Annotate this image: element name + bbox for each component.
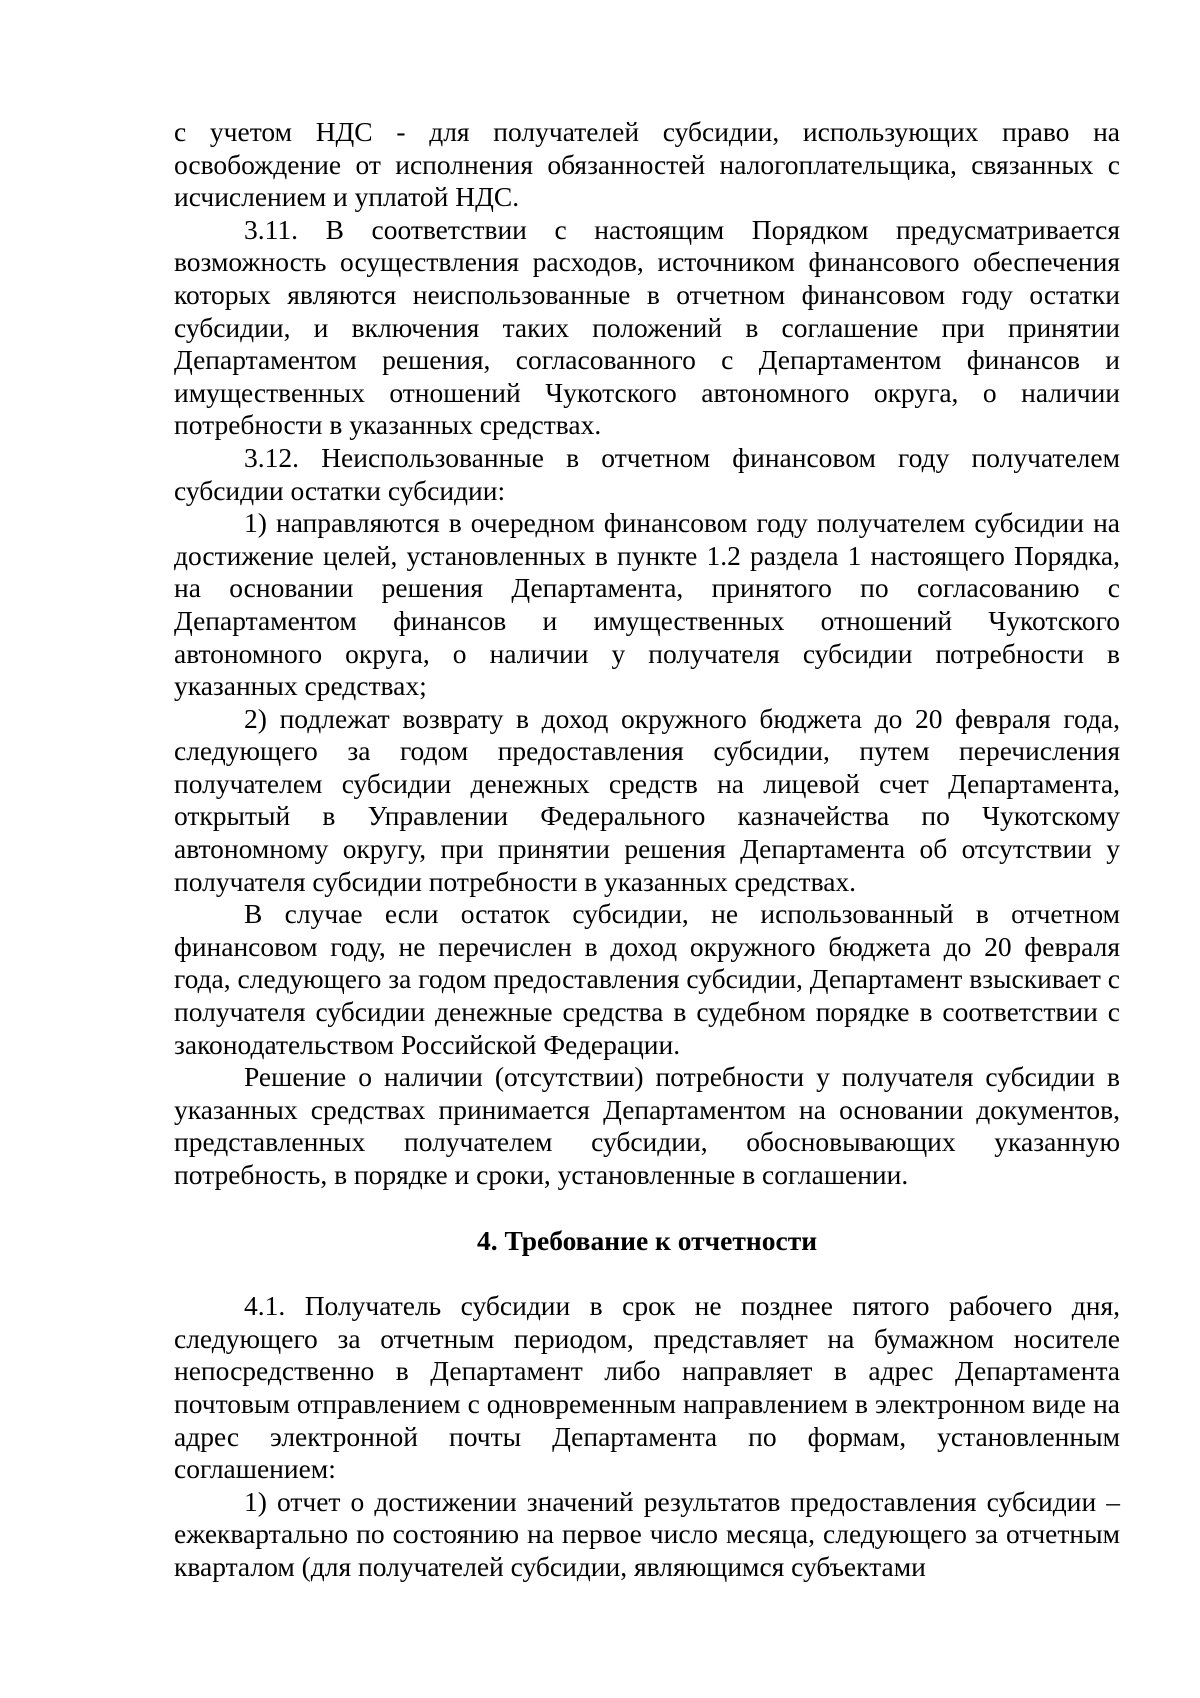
paragraph-4-1: 4.1. Получатель субсидии в срок не позднее пятого рабочего дня, следующего за отчетным периодом, представляет на бумажном носителе непосредственно в Департамент либо направляет в адрес Департамента почтовым отправлением с одновременным направлением в электронном виде на адрес электронной почты Департамента по формам, установленным соглашением: xyxy=(174,1290,1120,1485)
paragraph-unreturned-balance: В случае если остаток субсидии, не использованный в отчетном финансовом году, не перечислен в доход окружного бюджета до 20 февраля года, следующего за годом предоставления субсидии, Департамент взыскивает с получателя субсидии денежные средства в судебном порядке в соответствии с законодательством Российской Федерации. xyxy=(174,898,1120,1060)
paragraph-4-1-item-1: 1) отчет о достижении значений результатов предоставления субсидии – ежеквартально по состоянию на первое число месяца, следующего за отчетным кварталом (для получателей субсидии, являющимся субъектами xyxy=(174,1485,1120,1582)
paragraph-need-decision: Решение о наличии (отсутствии) потребности у получателя субсидии в указанных средствах принимается Департаментом на основании документов, представленных получателем субсидии, обосновывающих указанную потребность, в порядке и сроки, установленные в соглашении. xyxy=(174,1061,1120,1190)
paragraph-3-12-item-2: 2) подлежат возврату в доход окружного бюджета до 20 февраля года, следующего за годом предоставления субсидии, путем перечисления получателем субсидии денежных средств на лицевой счет Департамента, открытый в Управлении Федерального казначейства по Чукотскому автономному округу, при принятии решения Департамента об отсутствии у получателя субсидии потребности в указанных средствах. xyxy=(174,702,1120,897)
section-heading-reporting: 4. Требование к отчетности xyxy=(476,1224,818,1256)
paragraph-3-12-item-1: 1) направляются в очередном финансовом году получателем субсидии на достижение целей, установленных в пункте 1.2 раздела 1 настоящего Порядка, на основании решения Департамента, принятого по согласованию с Департаментом финансов и имущественных отношений Чукотского автономного округа, о наличии у получателя субсидии потребности в указанных средствах; xyxy=(174,507,1120,702)
document-body xyxy=(174,116,1120,1584)
paragraph-3-11: 3.11. В соответствии с настоящим Порядком предусматривается возможность осуществления расходов, источником финансового обеспечения которых являются неиспользованные в отчетном финансовом году остатки субсидии, и включения таких положений в соглашение при принятии Департаментом решения, согласованного с Департаментом финансов и имущественных отношений Чукотского автономного округа, о наличии потребности в указанных средствах. xyxy=(174,213,1120,441)
paragraph-3-12: 3.12. Неиспользованные в отчетном финансовом году получателем субсидии остатки субсидии: xyxy=(174,441,1120,506)
paragraph-vat-continuation: с учетом НДС - для получателей субсидии, использующих право на освобождение от исполнения обязанностей налогоплательщика, связанных с исчислением и уплатой НДС. xyxy=(174,116,1120,213)
